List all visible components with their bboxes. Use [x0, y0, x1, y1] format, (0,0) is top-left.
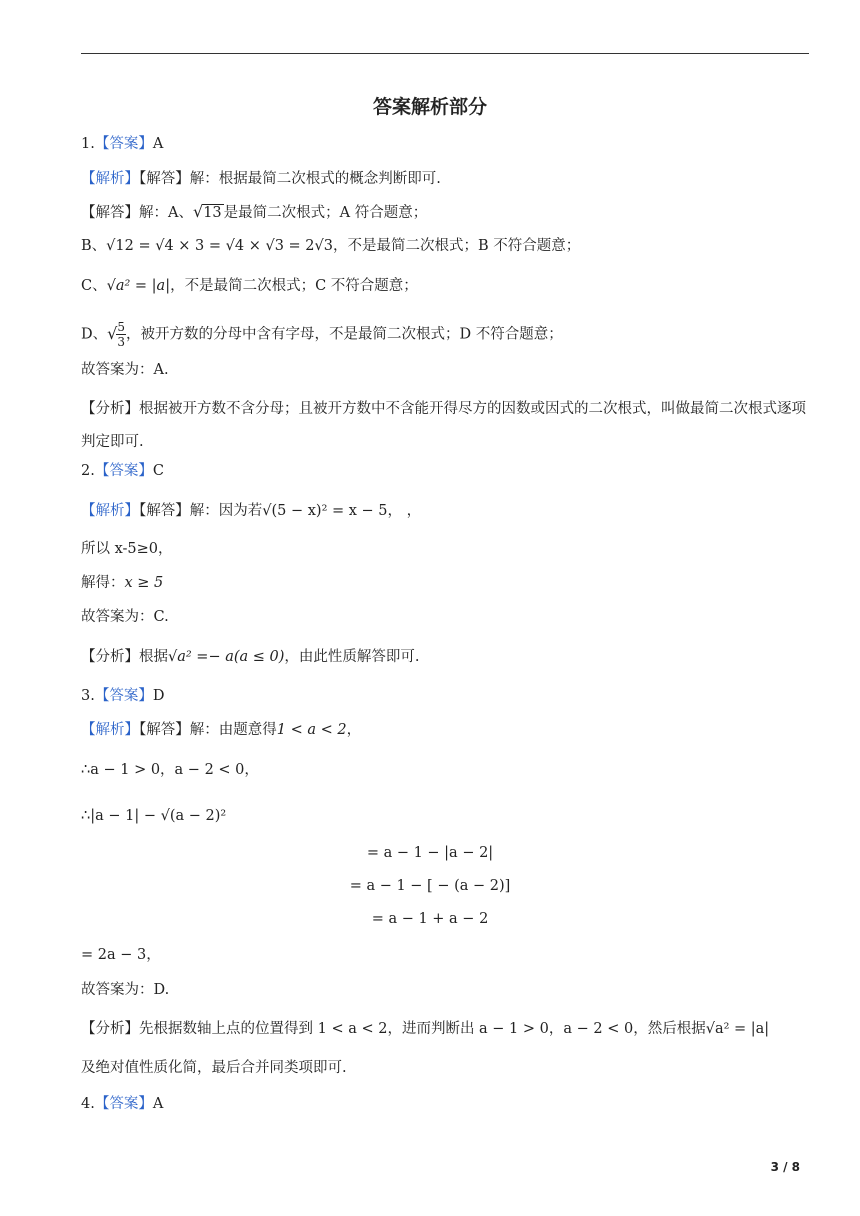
q1-line3-pre: B、	[81, 238, 107, 254]
q1-answer-tag: 【答案】	[94, 136, 153, 152]
q4-answer-tag: 【答案】	[94, 1096, 153, 1112]
q3-answer-tag: 【答案】	[94, 688, 153, 704]
q1-line2-radicand: 13	[203, 205, 222, 221]
q3-line4: = 2a − 3，	[81, 947, 161, 963]
q2-analysis-tag: 【解析】	[81, 503, 139, 519]
q3-eq3: = a − 1 + a − 2	[371, 911, 489, 927]
q2-line3-math: x ≥ 5	[124, 575, 164, 591]
q1-line4-post: ，不是最简二次根式；C 不符合题意；	[170, 278, 418, 294]
q3-line1-post: ，	[346, 722, 362, 738]
q2-line3	[81, 573, 163, 593]
q2-line1-pre: 【解答】解：因为若	[139, 503, 263, 519]
fraction-denominator: 3	[117, 335, 125, 349]
q2-line5-post: ，由此性质解答即可.	[284, 649, 420, 665]
q1-line1: 解：根据最简二次根式的概念判断即可.	[189, 171, 441, 187]
q4-answer: A	[152, 1096, 164, 1112]
q2-line5-pre: 【分析】根据	[81, 649, 168, 665]
q1-number: 1.	[81, 136, 95, 152]
q1-line6: 故答案为：A.	[81, 362, 169, 378]
q2-line4: 故答案为：C.	[81, 609, 169, 625]
q2-number: 2.	[81, 463, 95, 479]
q1-line3-math: √12 = √4 × 3 = √4 × √3 = 2√3	[106, 238, 333, 254]
q1-answer-line	[81, 134, 163, 154]
radical-icon: √	[192, 202, 204, 221]
q1-line2-pre: 【解答】解：A、	[81, 205, 193, 221]
page-title: 答案解析部分	[372, 96, 487, 118]
q2-line5-math: √a² =− a(a ≤ 0)	[168, 649, 285, 665]
q3-line3: ∴|a − 1| − √(a − 2)²	[81, 808, 227, 824]
q2-line2: 所以 x-5≥0，	[81, 541, 173, 557]
q1-line4	[81, 276, 418, 296]
q2-answer-tag: 【答案】	[94, 463, 153, 479]
q2-line1-post: ， ，	[387, 503, 422, 519]
q1-line5-fraction	[116, 320, 126, 349]
q3-answer-line	[81, 686, 164, 706]
q2-line5	[81, 647, 420, 667]
q1-line2-post: 是最简二次根式；A 符合题意；	[223, 205, 428, 221]
q3-line1	[81, 720, 361, 740]
q1-solve-tag: 【解答】	[139, 171, 190, 187]
q4-number: 4.	[81, 1096, 95, 1112]
q3-eq2: = a − 1 − [ − (a − 2)]	[349, 878, 511, 894]
radical-icon: √	[107, 323, 118, 343]
q3-line1-math: 1 < a < 2	[276, 722, 347, 738]
header-rule	[81, 53, 809, 54]
q2-answer: C	[152, 463, 164, 479]
q1-analysis-tag: 【解析】	[81, 171, 139, 187]
q2-line1-math: √(5 − x)² = x − 5	[262, 503, 388, 519]
q1-line3-post: ，不是最简二次根式；B 不符合题意；	[333, 238, 581, 254]
q3-line6: 【分析】先根据数轴上点的位置得到 1 < a < 2，进而判断出 a − 1 > 0，a − 2 < 0，然后根据√a² = |a|	[81, 1021, 770, 1037]
q1-line5-pre: D、	[81, 326, 108, 343]
q3-line1-pre: 【解答】解：由题意得	[139, 722, 277, 738]
q1-line2	[81, 202, 427, 223]
q1-line5-post: ，被开方数的分母中含有字母，不是最简二次根式；D 不符合题意；	[125, 326, 563, 343]
q3-analysis-tag: 【解析】	[81, 722, 139, 738]
q1-line4-math: √a² = |a|	[106, 278, 171, 294]
q2-line3-pre: 解得：	[81, 575, 125, 591]
q1-line7: 【分析】根据被开方数不含分母；且被开方数中不含能开得尽方的因数或因式的二次根式，叫做最简二次根式逐项判定即可.	[81, 401, 806, 450]
q4-answer-line	[81, 1094, 163, 1114]
q2-answer-line	[81, 461, 164, 481]
q1-line3	[81, 236, 580, 256]
q1-line4-pre: C、	[81, 278, 107, 294]
q1-answer: A	[152, 136, 164, 152]
q2-line1	[81, 501, 421, 521]
q3-line5: 故答案为：D.	[81, 982, 170, 998]
q3-answer: D	[152, 688, 165, 704]
q3-line7: 及绝对值性质化简，最后合并同类项即可.	[81, 1060, 347, 1076]
page-number: 3 / 8	[770, 1160, 800, 1174]
q3-eq1: = a − 1 − |a − 2|	[366, 845, 494, 861]
q1-line5	[81, 320, 563, 349]
q3-number: 3.	[81, 688, 95, 704]
q1-analysis-line	[81, 169, 441, 189]
fraction-numerator: 5	[117, 320, 125, 334]
q3-line2: ∴a − 1 > 0，a − 2 < 0，	[81, 762, 259, 778]
